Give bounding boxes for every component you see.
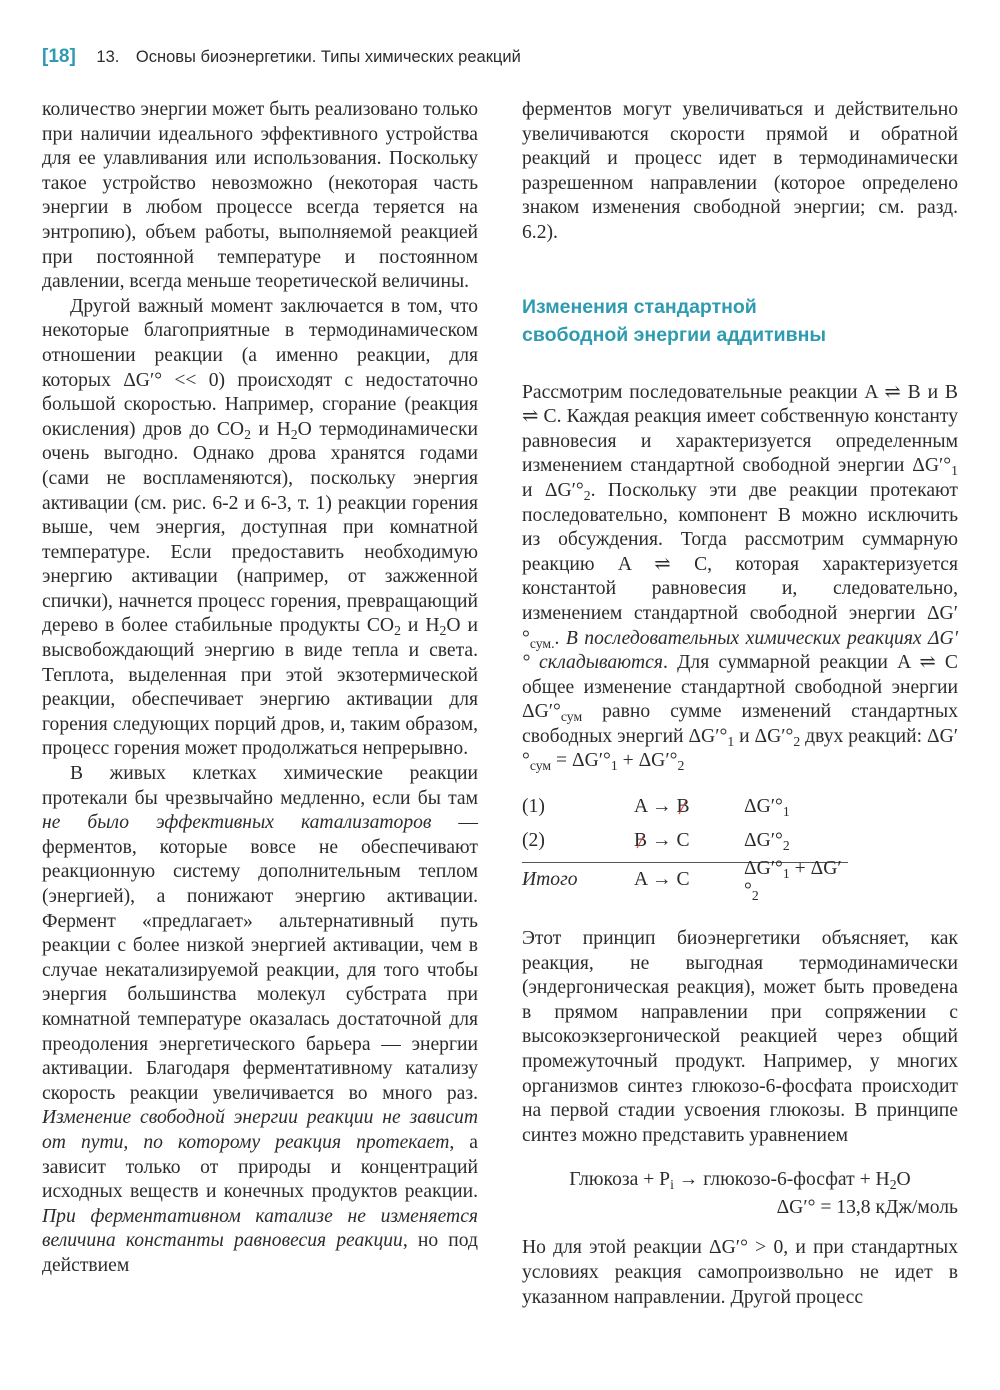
text-span: + ΔG′° — [617, 750, 678, 772]
subscript: сум — [560, 709, 583, 725]
struck-intermediate: B — [676, 796, 690, 818]
struck-intermediate: B — [634, 830, 648, 852]
row-reaction — [634, 796, 744, 818]
delta-g-symbol: ΔG′° — [744, 796, 783, 818]
delta-g-symbol: ΔG′° — [744, 830, 783, 852]
equation-text: Глюкоза + P — [569, 1169, 671, 1191]
table-row — [522, 790, 848, 824]
text-span: равно сумме изменений стандартных свободных энергий ΔG′° — [522, 701, 958, 747]
text-span: и H — [400, 615, 440, 637]
subscript: 1 — [610, 758, 618, 774]
subscript: 2 — [782, 838, 790, 854]
text-span: O термодинамически очень выгодно. Однако дрова хранятся годами (сами не воспламеняются), поскольку энергия активации (см. рис. 6-2 и 6-3, т. 1) реакции горения выше, чем энергия, доступная при комнатной температуре. Если предоставить необходимую энергию активации (например, от зажженной спички), начнется процесс горения, превращающий дерево в более стабильные продукты CO — [42, 418, 479, 637]
paragraph-right-3: Этот принцип биоэнергетики объясняет, как реакция, не выгодная термодинамически (эндергоническая реакция), может быть проведена в прямом направлении при сопряжении с высокоэкзергонической реакцией через общий промежуточный продукт. Например, у многих организмов синтез глюкозо-6-фосфата происходит на первой стадии усвоения глюкозы. В принципе синтез можно представить уравнением — [522, 928, 958, 1146]
text-span: = ΔG′° — [551, 750, 611, 772]
subscript: 2 — [889, 1177, 897, 1193]
running-head — [42, 46, 521, 68]
text-span: Рассмотрим последовательные реакции A ⇌ B и B ⇌ C. Каждая реакция имеет собственную константу равновесия и характеризуется определенным изменением стандартной свободной энергии ΔG′° — [522, 381, 958, 477]
subscript: 2 — [793, 733, 801, 749]
reaction-text: A → — [634, 796, 677, 818]
text-span: — ферментов, которые вовсе не обеспечивают реакционную систему дополнительным теплом (энергией), а понижают энергию активации. Фермент «предлагает» альтернативный путь реакции с более низкой энергией активации, чем в случае некатализируемой реакции, для того чтобы энергия большинства молекул субстрата при комнатной температуре оказалась достаточной для преодоления энергетического барьера — энергии активации. Благодаря ферментативному катализу скорость реакции увеличивается во много раз. — [42, 812, 478, 1104]
subscript: 1 — [951, 463, 958, 479]
subscript: сум — [529, 758, 552, 774]
left-column — [42, 98, 478, 1279]
paragraph-left-3 — [42, 762, 478, 1278]
equation-text: → глюкозо-6-фосфат + H — [673, 1169, 890, 1191]
row-delta-g — [744, 830, 848, 852]
subscript: 1 — [782, 866, 790, 882]
text-span: , но под действием — [42, 1230, 478, 1276]
row-reaction — [634, 830, 744, 852]
subscript: 2 — [677, 758, 685, 774]
paragraph-left-2 — [42, 295, 478, 762]
subscript: сум. — [529, 635, 555, 651]
subscript: 2 — [290, 426, 298, 442]
equation-line — [522, 1166, 958, 1194]
table-row — [522, 824, 848, 858]
chapter-title: Основы биоэнергетики. Типы химических реакций — [135, 48, 521, 66]
paragraph-right-1: ферментов могут увеличиваться и действительно увеличиваются скорости прямой и обратной реакций и процесс идет в термодинамически разрешенном направлении (которое определено знаком изменения свободной энергии; см. разд. 6.2). — [522, 99, 958, 243]
text-span: O и высвобождающий энергию в виде тепла и света. Теплота, выделенная при этой экзотермической реакции, обеспечивает энергию активации для горения следующих порций дров, и, таким образом, процесс горения может продолжаться непрерывно. — [42, 615, 478, 760]
text-span: двух реакций: ΔG′° — [522, 725, 959, 772]
subscript: 2 — [394, 623, 401, 639]
subscript: 2 — [439, 623, 447, 639]
right-column — [522, 98, 958, 1310]
subscript: 2 — [583, 488, 591, 504]
equation-text: O — [896, 1169, 911, 1191]
subscript: i — [670, 1177, 674, 1193]
paragraph-right-2 — [522, 381, 958, 775]
delta-g-symbol: ΔG′° — [744, 858, 842, 902]
text-span: и ΔG′° — [734, 725, 794, 747]
subscript: 2 — [244, 426, 251, 442]
section-heading-line-1: Изменения стандартной — [522, 295, 757, 318]
text-span: . — [554, 627, 566, 649]
total-delta-g — [744, 858, 848, 902]
italic-emphasis: Изменение свободной энергии реакции не зависит от пути, по которому реакция протекает — [42, 1107, 478, 1153]
glucose-phosphorylation-equation — [522, 1166, 958, 1222]
text-span: и H — [250, 418, 291, 440]
italic-emphasis: не было эффективных катализаторов — [42, 812, 432, 834]
reaction-sum-table — [522, 790, 848, 904]
chapter-number: 13. — [96, 48, 120, 66]
delta-g-symbol: ΔG′° — [744, 858, 783, 880]
row-delta-g — [744, 796, 848, 818]
page-number: [18] — [42, 46, 76, 67]
paragraph-right-4: Но для этой реакции ΔG′° > 0, и при стандартных условиях реакция самопроизвольно не идет в указанном направлении. Другой процесс — [522, 1237, 958, 1308]
text-span: Другой важный момент заключается в том, что некоторые благоприятные в термодинамическом отношении реакции (а именно реакции, для которых ΔG′° << 0) происходят с недостаточно большой скоростью. Например, сгорание (реакция окисления) дров до CO — [42, 295, 478, 440]
text-span: , а зависит только от природы и концентраций исходных веществ и конечных продуктов реакции. — [42, 1131, 478, 1203]
equation-delta-g: ΔG′° = 13,8 кДж/моль — [776, 1197, 958, 1219]
reaction-text: → C — [647, 830, 690, 852]
italic-emphasis: При ферментативном катализе не изменяется величина константы равновесия реакции — [42, 1205, 478, 1252]
total-label: Итого — [522, 869, 578, 891]
italic-emphasis: В последовательных химических реакциях ΔG′° складываются — [522, 627, 958, 674]
text-span: . Поскольку эти две реакции протекают последовательно, компонент B можно исключить из обсуждения. Тогда рассмотрим суммарную реакцию A ⇌ C, которая характеризуется константой равновесия и, следовательно, изменением стандартной свободной энергии ΔG′° — [522, 479, 958, 649]
text-span: . Для суммарной реакции A ⇌ C общее изменение стандартной свободной энергии ΔG′° — [522, 652, 958, 723]
row-label: (2) — [522, 830, 545, 852]
section-heading — [522, 293, 958, 349]
total-reaction: A → C — [634, 869, 690, 891]
table-total-row — [522, 858, 848, 904]
subscript: 1 — [727, 733, 735, 749]
paragraph-left-1: количество энергии может быть реализовано только при наличии идеального эффективного устройства для ее улавливания или использования. Поскольку такое устройство невозможно (некоторая часть энергии в любом процессе всегда теряется на энтропию), объем работы, выполняемой реакцией при постоянной температуре и постоянном давлении, всегда меньше теоретической величины. — [42, 99, 478, 293]
subscript: 2 — [751, 888, 759, 904]
section-heading-line-2: свободной энергии аддитивны — [522, 323, 827, 346]
text-span: и ΔG′° — [522, 479, 584, 501]
text-span: В живых клетках химические реакции протекали бы чрезвычайно медленно, если бы там — [42, 763, 478, 809]
subscript: 1 — [782, 804, 790, 820]
row-label: (1) — [522, 796, 545, 818]
plus-sign: + — [789, 858, 811, 880]
